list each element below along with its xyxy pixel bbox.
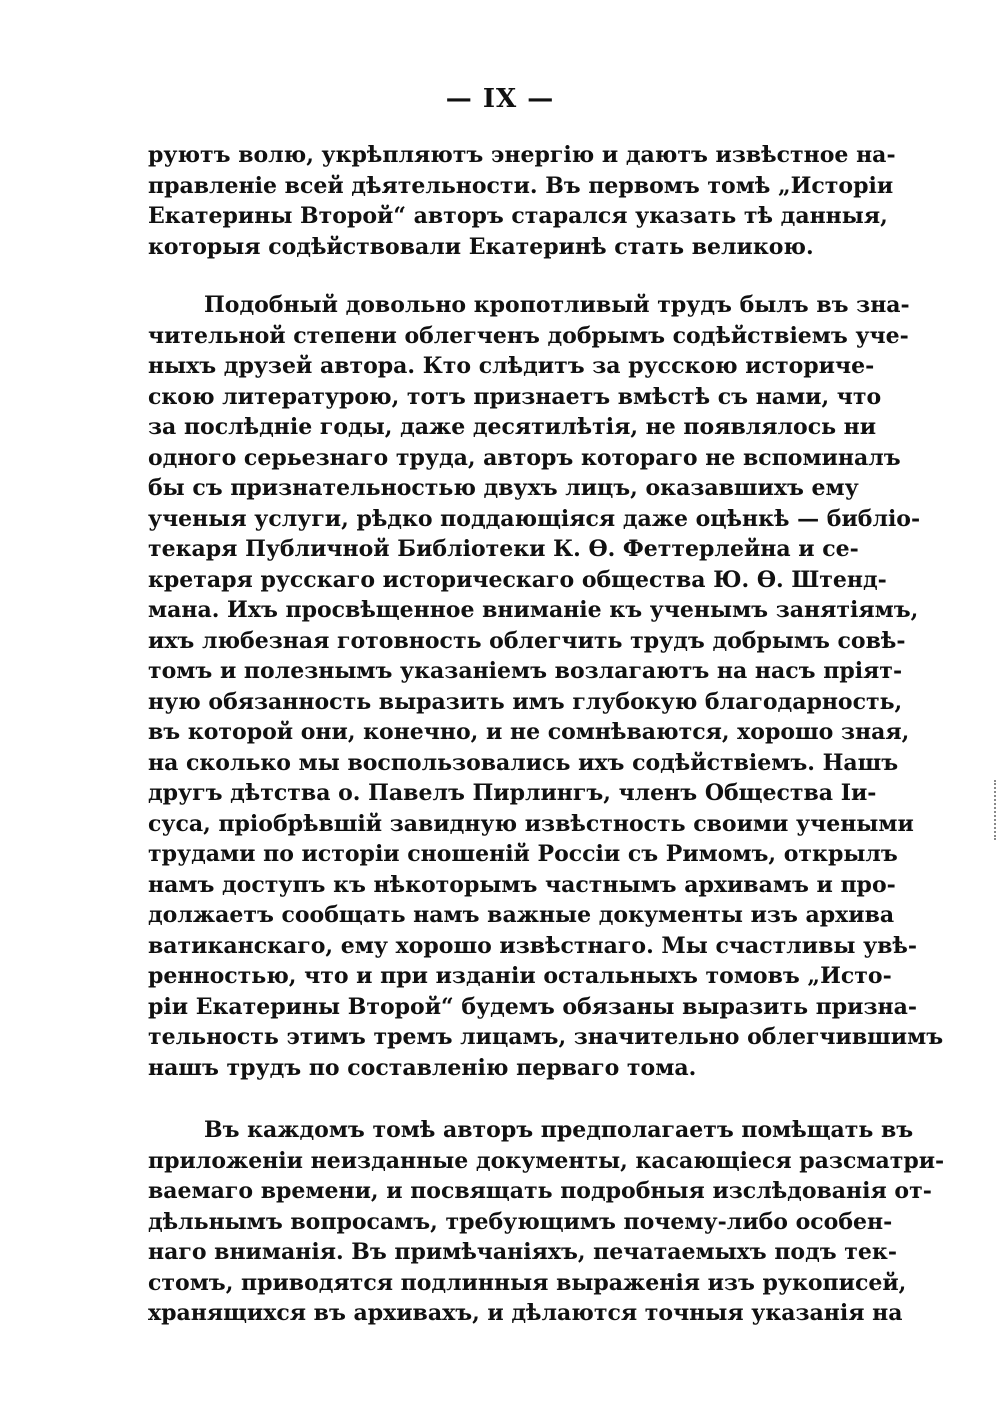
text-line: руютъ волю, укрѣпляютъ энергію и даютъ извѣстное на-: [148, 142, 896, 168]
text-line: томъ и полезнымъ указаніемъ возлагаютъ на насъ пріят-: [148, 658, 903, 684]
text-line: ватиканскаго, ему хорошо извѣстнаго. Мы счастливы увѣ-: [148, 932, 918, 959]
text-line: нашъ трудъ по составленію перваго тома.: [148, 1054, 697, 1081]
text-line: правленіе всей дѣятельности. Въ первомъ томѣ „Исторіи: [148, 172, 894, 199]
text-line: приложеніи неизданные документы, касающіеся разсматри-: [148, 1147, 945, 1174]
page-number: — IX —: [445, 84, 555, 114]
text-line: текаря Публичной Библіотеки К. Ѳ. Феттерлейна и се-: [148, 536, 859, 562]
text-line: бы съ признательностью двухъ лицъ, оказавшихъ ему: [148, 475, 859, 501]
text-line: на сколько мы воспользовались ихъ содѣйствіемъ. Нашъ: [148, 749, 899, 776]
text-line: суса, пріобрѣвшій завидную извѣстность своими учеными: [148, 810, 914, 837]
text-line: намъ доступъ къ нѣкоторымъ частнымъ архивамъ и про-: [148, 871, 896, 898]
paragraph-3: [148, 1115, 945, 1329]
text-line: дѣльнымъ вопросамъ, требующимъ почему-либо особен-: [148, 1208, 893, 1235]
text-line: ную обязанность выразить имъ глубокую благодарность,: [148, 688, 903, 715]
text-line: мана. Ихъ просвѣщенное вниманіе къ ученымъ занятіямъ,: [148, 597, 919, 623]
text-line: ріи Екатерины Второй“ будемъ обязаны выразить призна-: [148, 993, 918, 1020]
text-line: хранящихся въ архивахъ, и дѣлаются точныя указанія на: [148, 1300, 903, 1326]
text-line: тельность этимъ тремъ лицамъ, значительно облегчившимъ: [148, 1024, 944, 1050]
text-line: скою литературою, тотъ признаетъ вмѣстѣ съ нами, что: [148, 383, 882, 410]
text-line: ныхъ друзей автора. Кто слѣдитъ за русскою историче-: [148, 353, 875, 379]
scan-margin-mark: [994, 780, 998, 840]
text-line: ренностью, что и при изданіи остальныхъ томовъ „Исто-: [148, 963, 892, 989]
text-line: Екатерины Второй“ авторъ старался указать тѣ данныя,: [148, 203, 888, 229]
text-line: наго вниманія. Въ примѣчаніяхъ, печатаемыхъ подъ тек-: [148, 1239, 897, 1265]
text-line: ученыя услуги, рѣдко поддающіяся даже оцѣнкѣ — библіо-: [148, 505, 921, 532]
paragraph-1: [148, 140, 896, 262]
text-line: должаетъ сообщать намъ важные документы изъ архива: [148, 902, 895, 928]
text-line: ихъ любезная готовность облегчить трудъ добрымъ совѣ-: [148, 627, 906, 654]
text-line: трудами по исторіи сношеній Россіи съ Римомъ, открылъ: [148, 841, 898, 867]
text-line: за послѣдніе годы, даже десятилѣтія, не появлялось ни: [148, 414, 877, 440]
text-line: чительной степени облегченъ добрымъ содѣйствіемъ уче-: [148, 322, 909, 349]
text-line: Въ каждомъ томѣ авторъ предполагаетъ помѣщать въ: [204, 1117, 914, 1143]
text-line: Подобный довольно кропотливый трудъ былъ въ зна-: [204, 292, 910, 318]
text-line: въ которой они, конечно, и не сомнѣваются, хорошо зная,: [148, 719, 910, 745]
text-line: одного серьезнаго труда, авторъ котораго не вспоминалъ: [148, 444, 901, 471]
text-line: другъ дѣтства о. Павелъ Пирлингъ, членъ Общества Іи-: [148, 780, 877, 806]
text-line: ваемаго времени, и посвящать подробныя изслѣдованія от-: [148, 1178, 932, 1204]
text-line: стомъ, приводятся подлинныя выраженія изъ рукописей,: [148, 1269, 907, 1296]
text-line: кретаря русскаго историческаго общества Ю. Ѳ. Штенд-: [148, 566, 887, 593]
text-line: которыя содѣйствовали Екатеринѣ стать великою.: [148, 233, 814, 260]
paragraph-2: [148, 290, 944, 1083]
